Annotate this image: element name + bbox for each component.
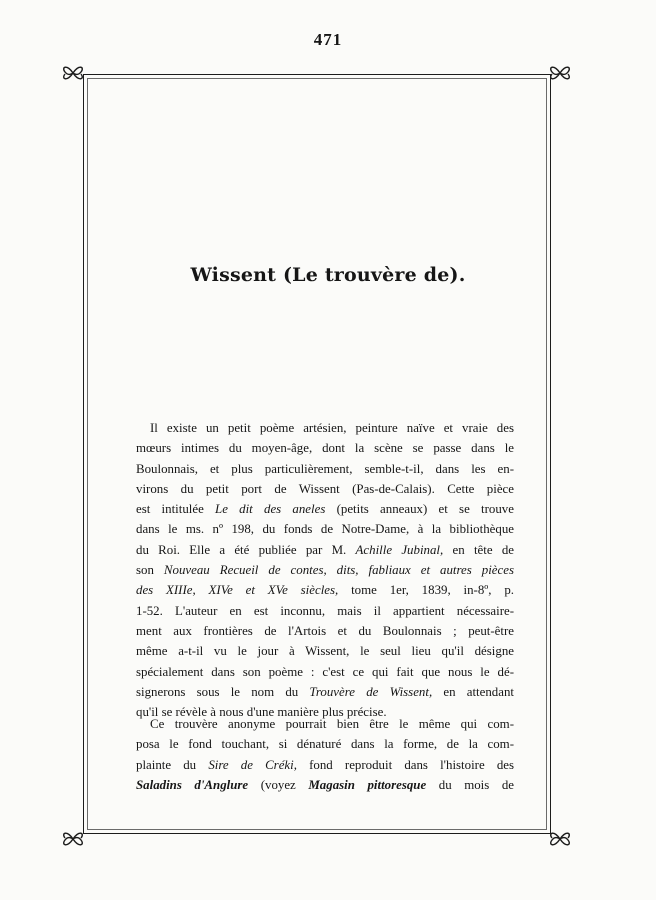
text-run: du Roi. Elle a été publiée par M. (136, 542, 347, 557)
text-line: qu'il se révèle à nous d'une manière plus précise. (136, 705, 387, 720)
text-line (136, 580, 514, 600)
text-line: ment aux frontières de l'Artois et du Boulonnais ; peut-être (136, 623, 514, 638)
page-number: 471 (313, 30, 343, 49)
italic-author: Achille Jubinal, (355, 542, 444, 557)
italic-title: Nouveau Recueil de contes, dits, fabliaux et autres pièces (163, 563, 514, 578)
entry-heading (0, 264, 656, 286)
text-line: spécialement dans son poème : c'est ce qui fait que nous le dé- (136, 664, 514, 679)
text-line (136, 499, 514, 519)
text-run: en attendant (443, 684, 514, 699)
heading-subtitle: Le trouvère de (292, 264, 450, 286)
corner-flourish-icon (58, 58, 88, 88)
text-line (136, 540, 514, 560)
italic-title: Sire de Créki, (208, 757, 297, 772)
text-run: (voyez (260, 777, 296, 792)
corner-flourish-icon (545, 58, 575, 88)
text-line (136, 755, 514, 775)
text-line (136, 560, 514, 580)
italic-title: des XIIIe, XIVe et XVe siècles, (136, 583, 339, 598)
paragraph-1 (136, 418, 514, 722)
text-line: même a-t-il vu le jour à Wissent, le seul lieu qu'il désigne (136, 644, 514, 659)
text-run: fond reproduit dans l'histoire des (309, 757, 515, 772)
text-run: en tête de (452, 542, 514, 557)
text-line: Ce trouvère anonyme pourrait bien être le même qui com- (150, 717, 514, 731)
text-line (136, 682, 514, 702)
text-run: tome 1er, 1839, in-8º, p. (351, 583, 514, 598)
italic-title: Trouvère de Wissent, (309, 684, 433, 699)
text-line (136, 775, 514, 795)
text-run: (petits anneaux) et se trouve (336, 502, 514, 517)
text-line: mœurs intimes du moyen-âge, dont la scène se passe dans le (136, 441, 514, 456)
text-run: du mois de (438, 777, 514, 792)
text-run: est intitulée (136, 502, 204, 517)
text-run: plainte du (136, 757, 197, 772)
italic-title: Magasin pittoresque (308, 777, 427, 792)
text-line: posa le fond touchant, si dénaturé dans la forme, de la com- (136, 737, 514, 752)
heading-name: Wissent ( (190, 264, 293, 286)
text-line: Il existe un petit poème artésien, peinture naïve et vraie des (150, 421, 514, 435)
corner-flourish-icon (58, 824, 88, 854)
text-run: son (136, 563, 154, 578)
heading-close: ). (449, 264, 466, 286)
paragraph-2 (136, 714, 514, 795)
text-line: dans le ms. nº 198, du fonds de Notre-Dame, à la bibliothèque (136, 522, 514, 537)
italic-title: Le dit des aneles (215, 502, 326, 517)
text-line: 1-52. L'auteur en est inconnu, mais il appartient nécessaire- (136, 603, 514, 618)
italic-title: Saladins d'Anglure (136, 777, 249, 792)
text-run: signerons sous le nom du (136, 684, 299, 699)
text-line: virons du petit port de Wissent (Pas-de-Calais). Cette pièce (136, 481, 514, 496)
corner-flourish-icon (545, 824, 575, 854)
text-line: Boulonnais, et plus particulièrement, semble-t-il, dans les en- (136, 461, 514, 476)
